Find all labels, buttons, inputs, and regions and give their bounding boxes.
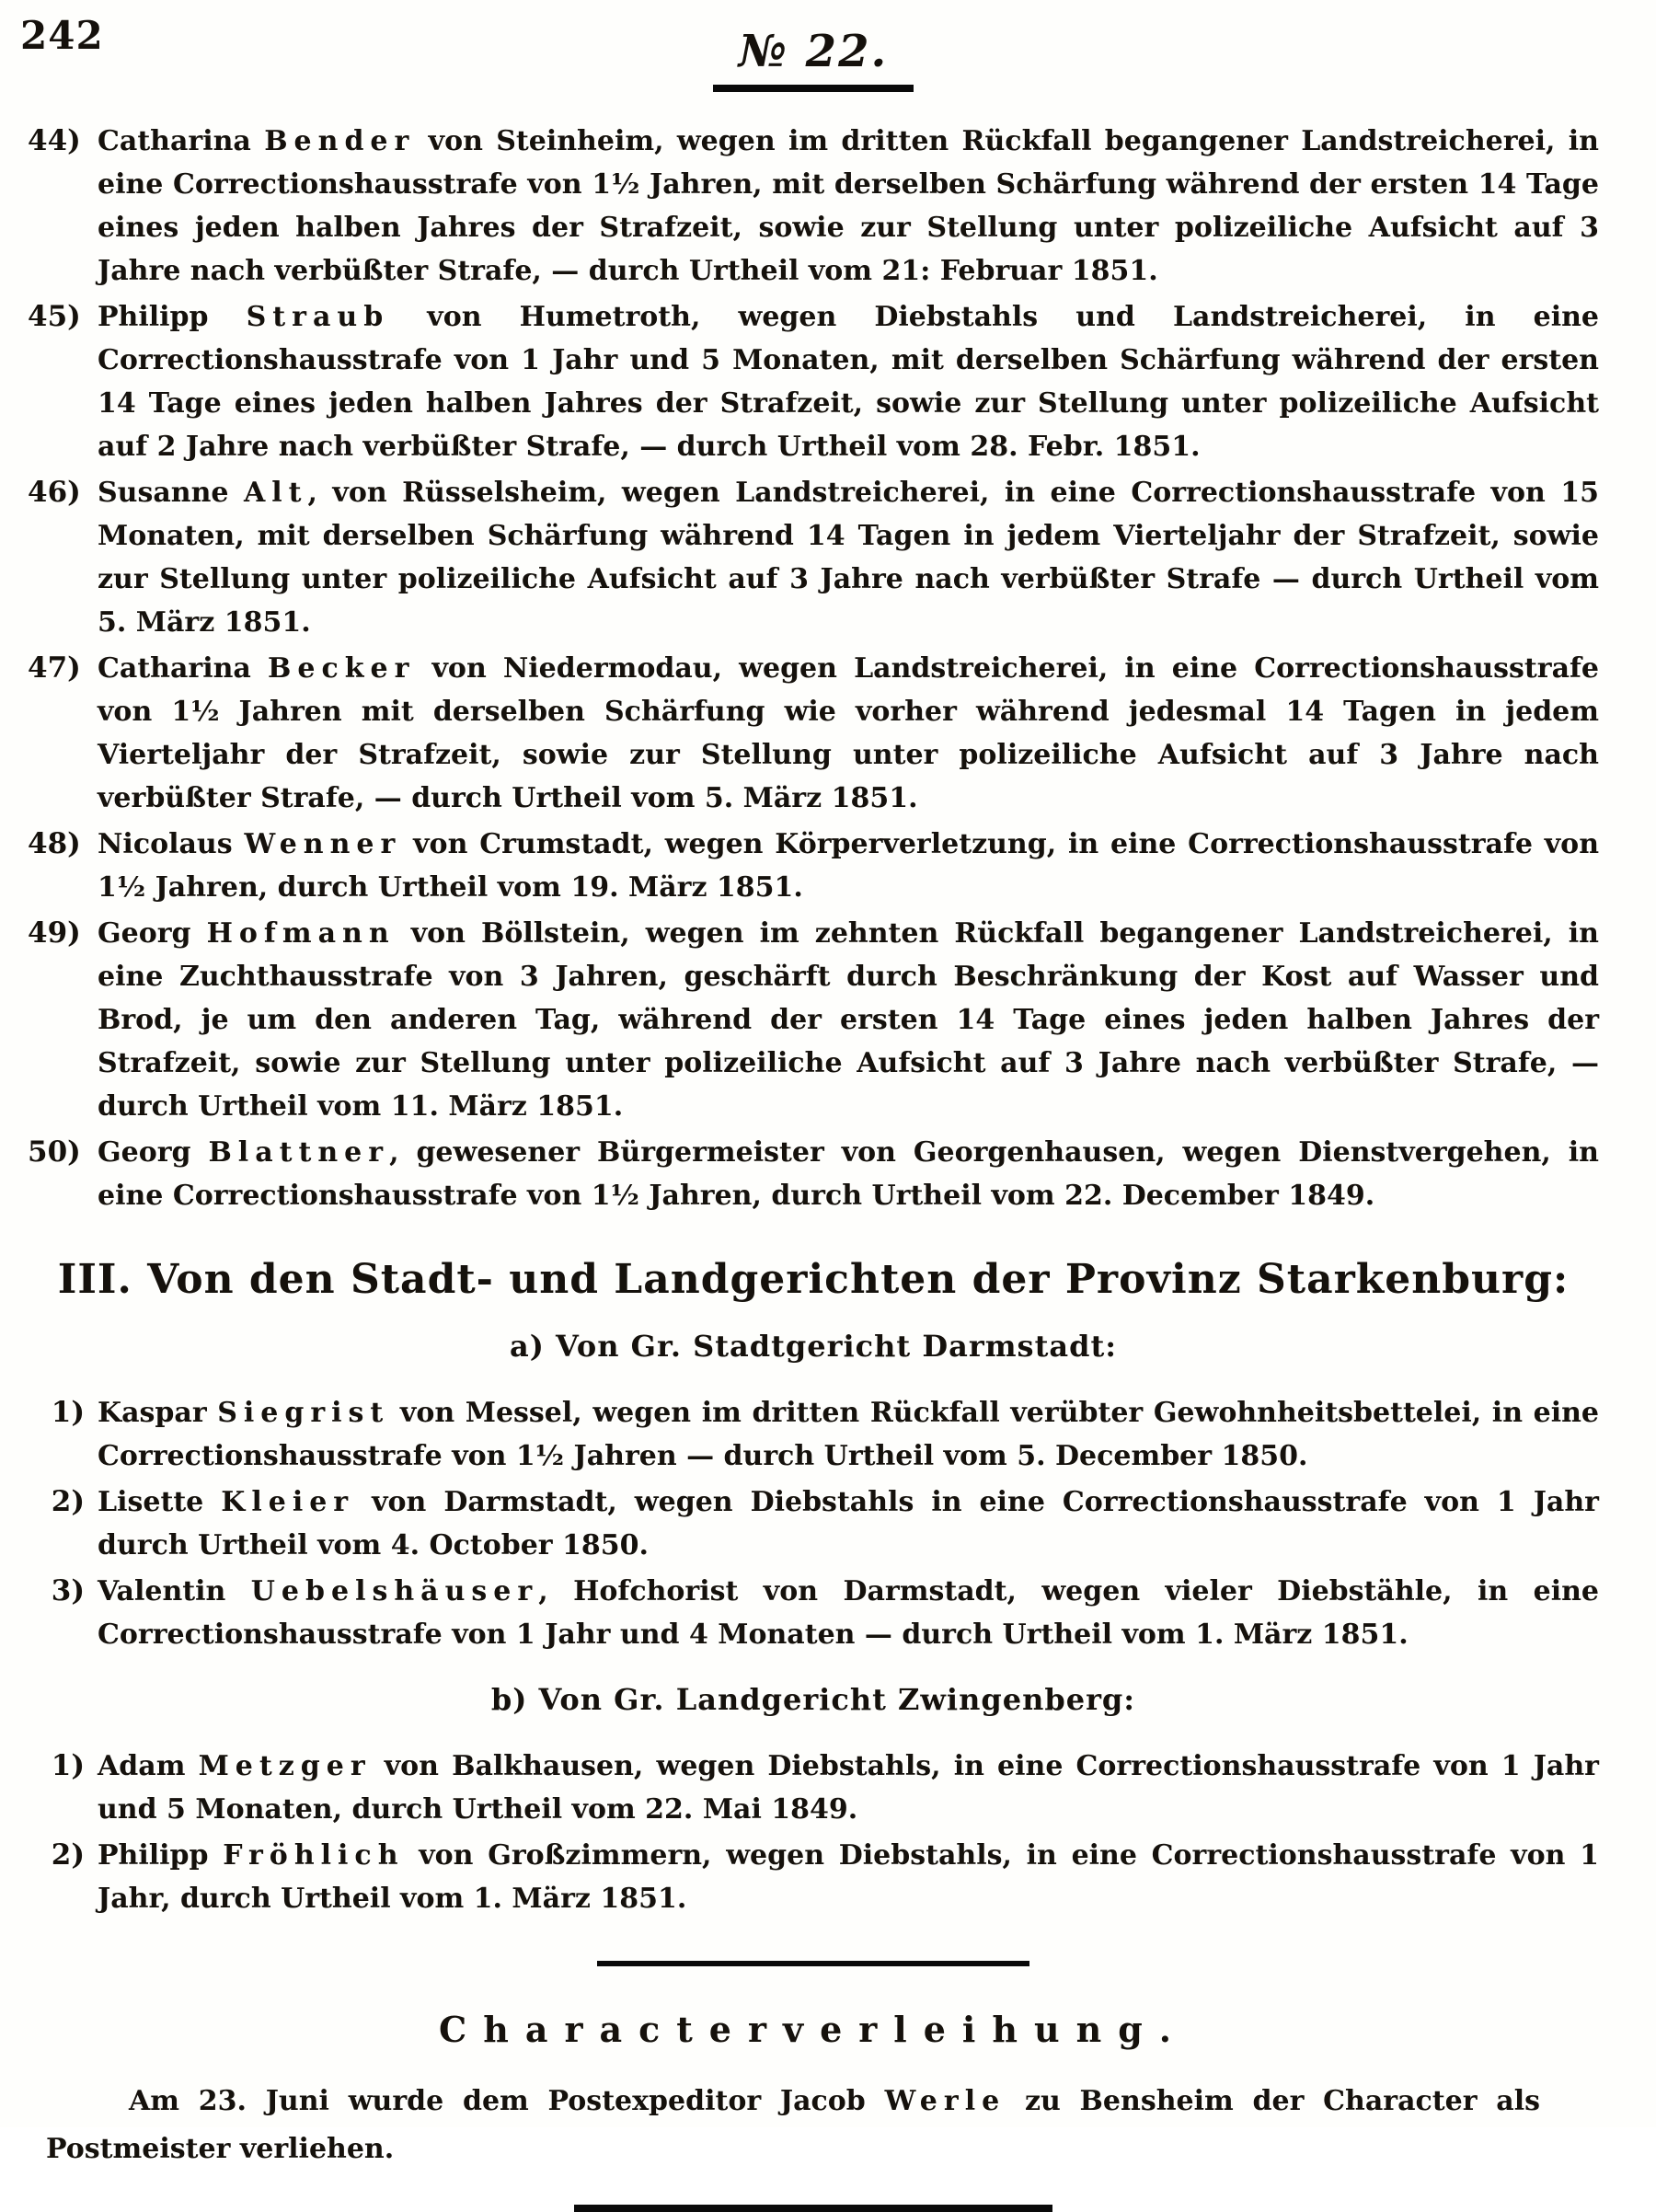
judgment-text: von Böllstein, wegen im zehnten Rückfall begangener Landstreicherei, in eine Zuchthausstrafe von 3 Jahren, geschärft durch Beschränkung der Kost auf Wasser und Brod, je um den anderen Tag, während der ersten 14 Tage eines jeden halben Jahres der Strafzeit, sowie zur Stellung unter polizeiliche Aufsicht auf 3 Jahre nach verbüßter Strafe, — durch Urtheil vom 11. März 1851. bbox=[98, 917, 1599, 1123]
given-name: Lisette bbox=[98, 1486, 222, 1518]
item-number: 1) bbox=[51, 1396, 85, 1429]
character-award-paragraph bbox=[46, 2078, 1540, 2173]
judgment-item-a1 bbox=[28, 1391, 1599, 1478]
item-number: 46) bbox=[28, 476, 81, 509]
person-name: Metzger bbox=[198, 1750, 372, 1782]
given-name: Valentin bbox=[98, 1575, 251, 1607]
character-award-heading: Characterverleihung. bbox=[438, 2009, 1189, 2050]
item-number: 45) bbox=[28, 300, 81, 333]
judgment-text: , von Rüsselsheim, wegen Landstreicherei, in eine Correctionshausstrafe von 15 Monaten, mit derselben Schärfung während 14 Tagen in jedem Vierteljahr der Strafzeit, sowie zur Stellung unter polizeiliche Aufsicht auf 3 Jahre nach verbüßter Strafe — durch Urtheil vom 5. März 1851. bbox=[98, 477, 1599, 639]
judgment-item-46 bbox=[28, 471, 1599, 644]
judgment-item-b2 bbox=[28, 1834, 1599, 1920]
subsection-a-heading: a) Von Gr. Stadtgericht Darmstadt: bbox=[509, 1329, 1118, 1364]
item-text bbox=[98, 471, 1599, 644]
issue-header bbox=[28, 11, 1599, 92]
judgment-item-b1 bbox=[28, 1745, 1599, 1831]
item-number: 3) bbox=[51, 1574, 85, 1607]
judgment-text: von Niedermodau, wegen Landstreicherei, in eine Correctionshausstrafe von 1½ Jahren mit derselben Schärfung wie vorher während jedesmal 14 Tagen in jedem Vierteljahr der Strafzeit, sowie zur Stellung unter polizeiliche Aufsicht auf 3 Jahre nach verbüßter Strafe, — durch Urtheil vom 5. März 1851. bbox=[98, 652, 1599, 814]
judgment-item-47 bbox=[28, 647, 1599, 820]
person-name: Werle bbox=[884, 2085, 1006, 2117]
subsection-b-list bbox=[28, 1745, 1599, 1920]
given-name: Catharina bbox=[98, 125, 265, 157]
bottom-divider-rule bbox=[574, 2205, 1052, 2212]
given-name: Georg bbox=[98, 1136, 209, 1169]
item-text bbox=[98, 1480, 1599, 1567]
person-name: Fröhlich bbox=[223, 1839, 405, 1872]
judgment-list-44-50 bbox=[28, 120, 1599, 1217]
item-text bbox=[98, 295, 1599, 468]
judgment-text: von Steinheim, wegen im dritten Rückfall begangener Landstreicherei, in eine Correctionshausstrafe von 1½ Jahren, mit derselben Schärfung während der ersten 14 Tage eines jeden halben Jahres der Strafzeit, sowie zur Stellung unter polizeiliche Aufsicht auf 3 Jahre nach verbüßter Strafe, — durch Urtheil vom 21: Februar 1851. bbox=[98, 125, 1599, 287]
judgment-item-44 bbox=[28, 120, 1599, 293]
judgment-text: von Darmstadt, wegen Diebstahls in eine Correctionshausstrafe von 1 Jahr durch Urtheil vom 4. October 1850. bbox=[98, 1486, 1599, 1561]
paragraph-text: zu Bensheim der Character als Postmeister verliehen. bbox=[46, 2085, 1541, 2165]
judgment-text: von Balkhausen, wegen Diebstahls, in eine Correctionshausstrafe von 1 Jahr und 5 Monaten, durch Urtheil vom 22. Mai 1849. bbox=[98, 1750, 1599, 1826]
person-name: Bender bbox=[264, 125, 416, 157]
item-text bbox=[98, 1745, 1599, 1831]
person-name: Becker bbox=[268, 652, 416, 685]
given-name: Susanne bbox=[98, 477, 244, 509]
subsection-b-heading: b) Von Gr. Landgericht Zwingenberg: bbox=[490, 1682, 1136, 1717]
item-number: 2) bbox=[51, 1838, 85, 1872]
item-text bbox=[98, 823, 1599, 909]
given-name: Catharina bbox=[98, 652, 268, 685]
item-text bbox=[98, 1570, 1599, 1656]
judgment-text: von Messel, wegen im dritten Rückfall verübter Gewohnheitsbettelei, in eine Correctionshausstrafe von 1½ Jahren — durch Urtheil vom 5. December 1850. bbox=[98, 1397, 1599, 1472]
issue-number: № 22. bbox=[738, 26, 889, 77]
person-name: Alt bbox=[243, 477, 308, 509]
given-name: Adam bbox=[98, 1750, 199, 1782]
item-text bbox=[98, 1391, 1599, 1478]
item-number: 49) bbox=[28, 916, 81, 950]
judgment-item-a3 bbox=[28, 1570, 1599, 1656]
given-name: Philipp bbox=[98, 1839, 224, 1872]
given-name: Philipp bbox=[98, 301, 247, 333]
person-name: Kleier bbox=[221, 1486, 355, 1518]
judgment-text: von Humetroth, wegen Diebstahls und Landstreicherei, in eine Correctionshausstrafe von 1 Jahr und 5 Monaten, mit derselben Schärfung während der ersten 14 Tage eines jeden halben Jahres der Strafzeit, sowie zur Stellung unter polizeiliche Aufsicht auf 2 Jahre nach verbüßter Strafe, — durch Urtheil vom 28. Febr. 1851. bbox=[98, 301, 1599, 463]
person-name: Blattner bbox=[208, 1136, 390, 1169]
item-number: 1) bbox=[51, 1749, 85, 1782]
person-name: Siegrist bbox=[217, 1397, 390, 1429]
person-name: Hofmann bbox=[206, 917, 396, 950]
given-name: Nicolaus bbox=[98, 828, 245, 860]
section-divider-rule bbox=[597, 1961, 1029, 1966]
judgment-text: von Großzimmern, wegen Diebstahls, in eine Correctionshausstrafe von 1 Jahr, durch Urtheil vom 1. März 1851. bbox=[98, 1839, 1599, 1915]
item-text bbox=[98, 1834, 1599, 1920]
item-text bbox=[98, 120, 1599, 293]
item-number: 50) bbox=[28, 1135, 81, 1169]
judgment-text: , Hofchorist von Darmstadt, wegen vieler Diebstähle, in eine Correctionshausstrafe von 1 Jahr und 4 Monaten — durch Urtheil vom 1. März 1851. bbox=[98, 1575, 1600, 1651]
item-text bbox=[98, 1131, 1599, 1217]
paragraph-text: Am 23. Juni wurde dem Postexpeditor Jacob bbox=[129, 2085, 885, 2117]
judgment-text: von Crumstadt, wegen Körperverletzung, in eine Correctionshausstrafe von 1½ Jahren, durch Urtheil vom 19. März 1851. bbox=[98, 828, 1600, 904]
section-iii-heading: III. Von den Stadt- und Landgerichten der Provinz Starkenburg: bbox=[57, 1256, 1570, 1303]
item-text bbox=[98, 912, 1599, 1128]
item-text bbox=[98, 647, 1599, 820]
judgment-item-45 bbox=[28, 295, 1599, 468]
item-number: 48) bbox=[28, 827, 81, 860]
item-number: 2) bbox=[51, 1485, 85, 1518]
item-number: 47) bbox=[28, 651, 81, 685]
given-name: Georg bbox=[98, 917, 207, 950]
judgment-item-a2 bbox=[28, 1480, 1599, 1567]
person-name: Wenner bbox=[244, 828, 402, 860]
given-name: Kaspar bbox=[98, 1397, 218, 1429]
judgment-item-49 bbox=[28, 912, 1599, 1128]
person-name: Straub bbox=[246, 301, 390, 333]
judgment-text: , gewesener Bürgermeister von Georgenhausen, wegen Dienstvergehen, in eine Correctionshausstrafe von 1½ Jahren, durch Urtheil vom 22. December 1849. bbox=[98, 1136, 1599, 1212]
judgment-item-48 bbox=[28, 823, 1599, 909]
issue-underline-rule bbox=[713, 85, 914, 92]
item-number: 44) bbox=[28, 124, 81, 157]
person-name: Uebelshäuser bbox=[250, 1575, 539, 1607]
page-number: 242 bbox=[20, 13, 104, 58]
judgment-item-50 bbox=[28, 1131, 1599, 1217]
subsection-a-list bbox=[28, 1391, 1599, 1656]
